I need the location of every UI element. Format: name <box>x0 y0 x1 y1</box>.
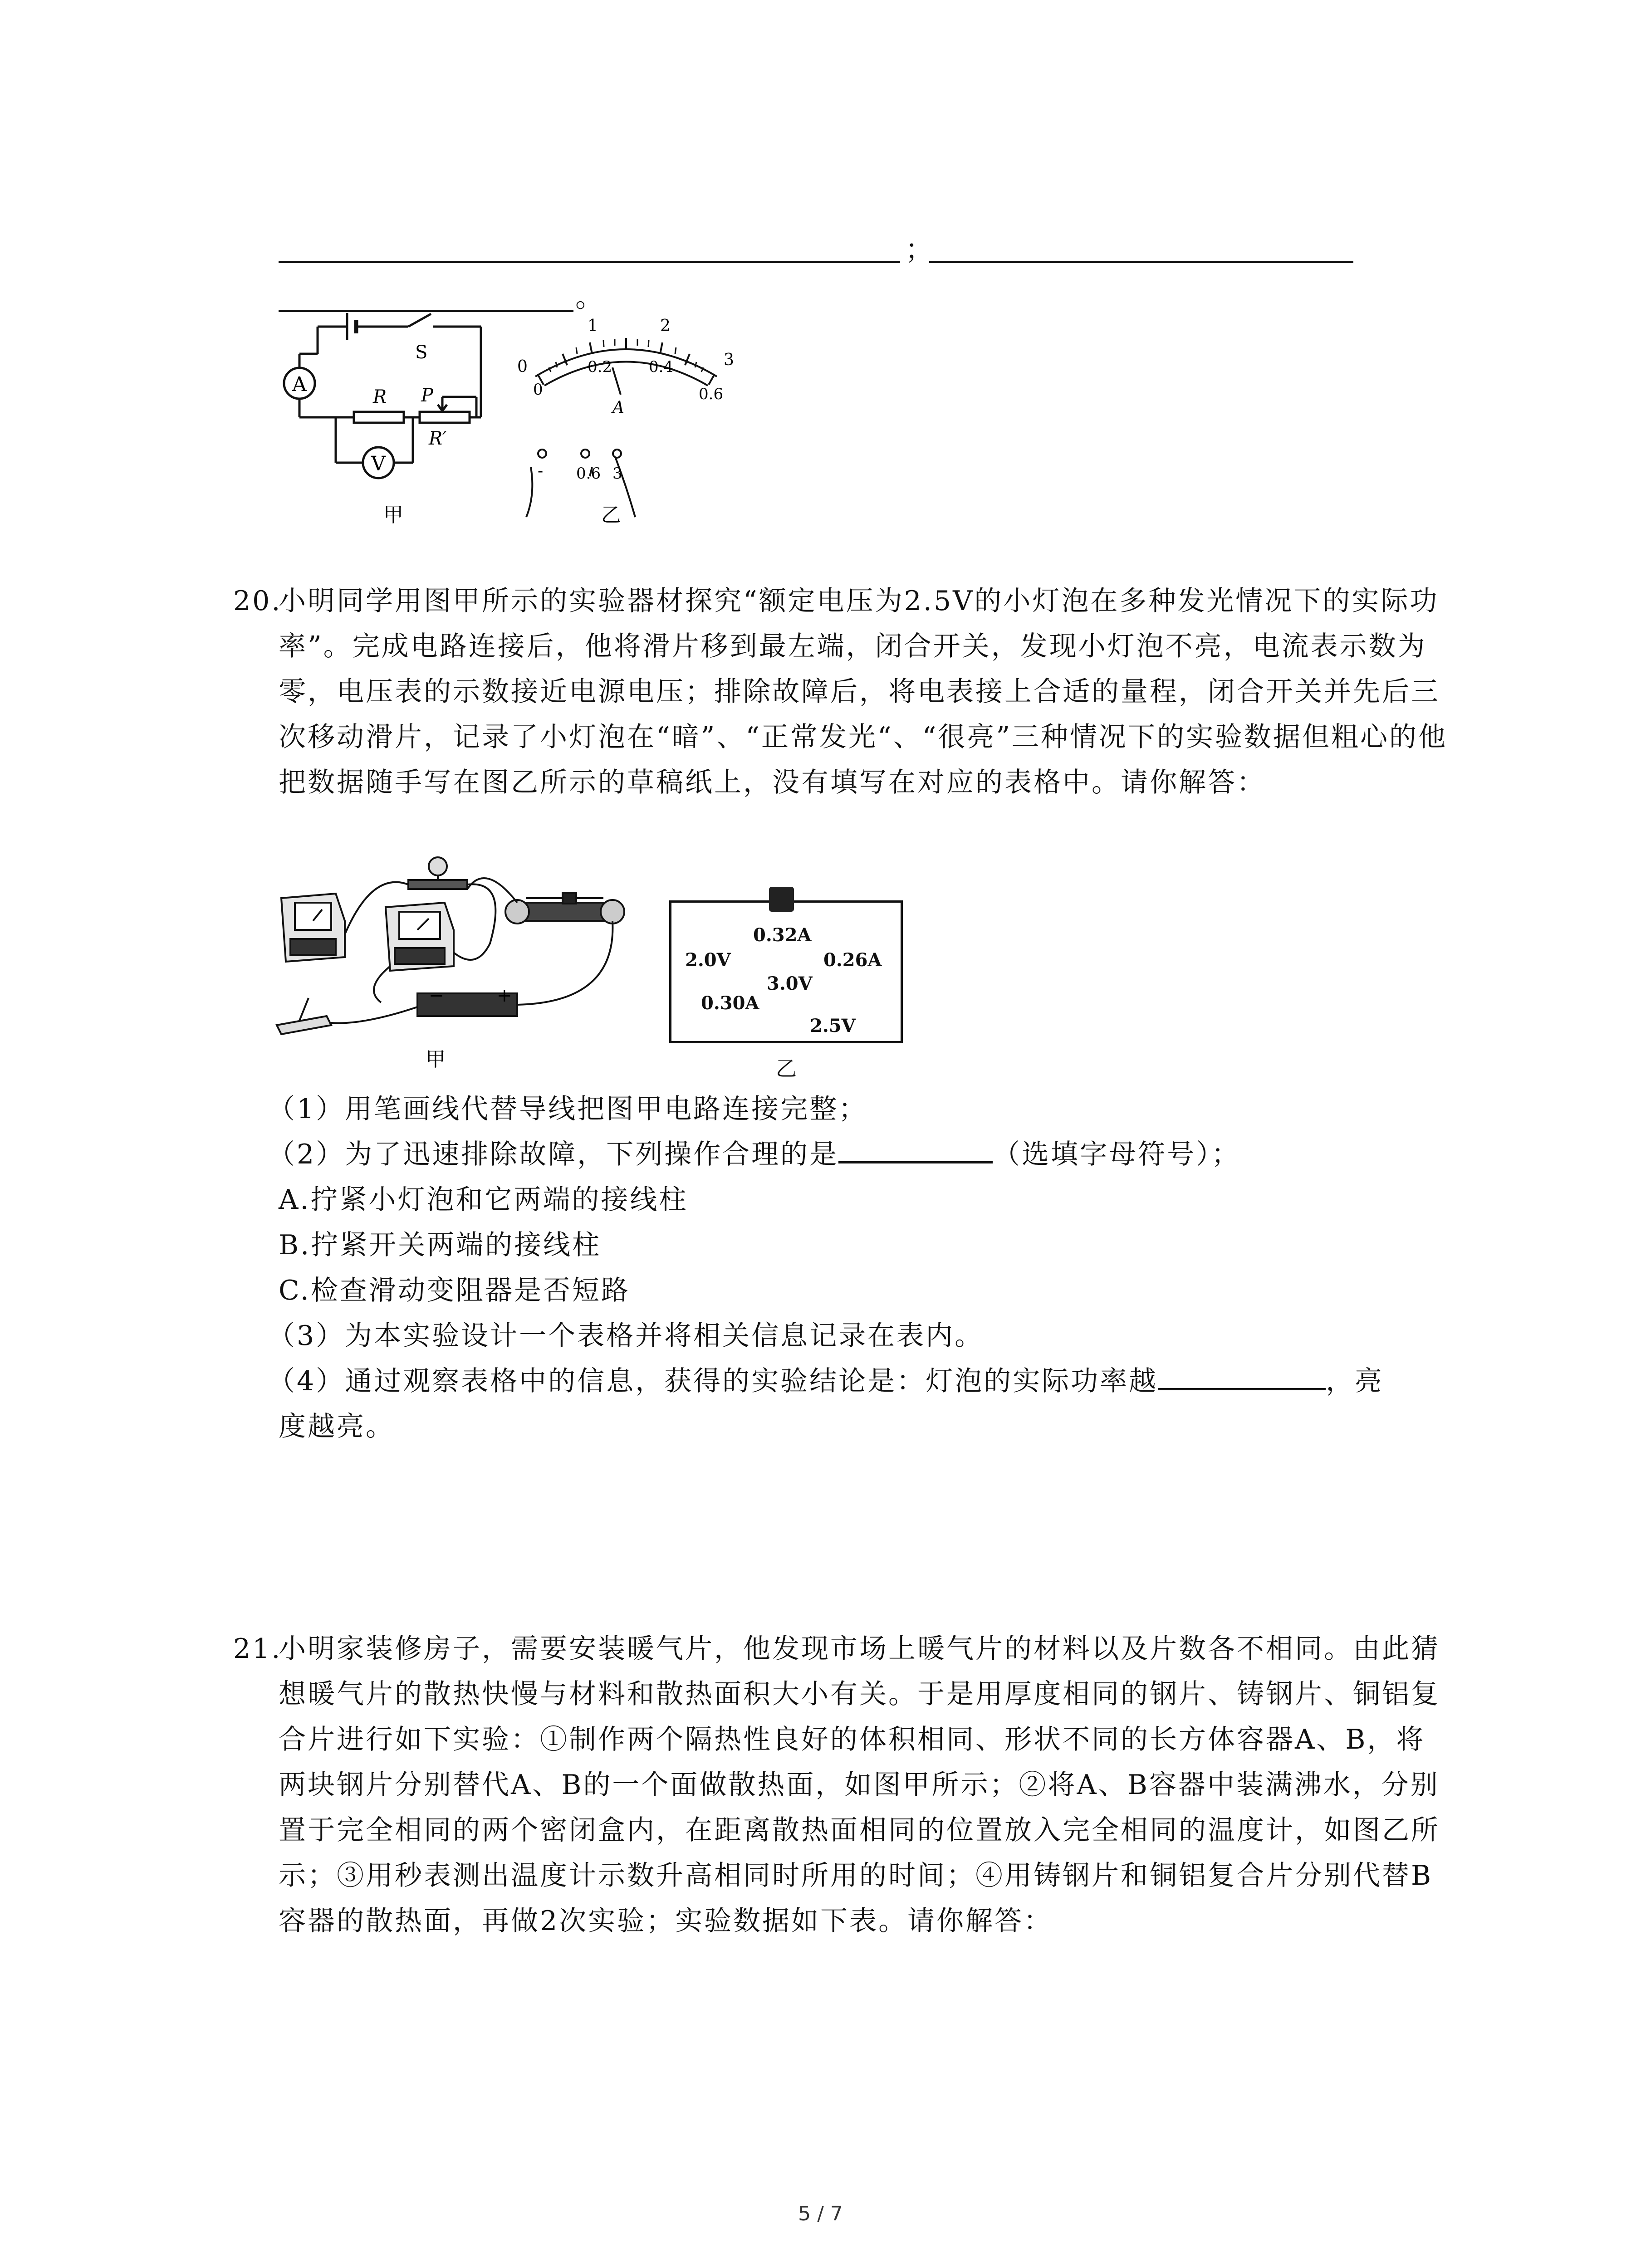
draft-value-2: 2.0V <box>685 949 731 971</box>
scale-top-2: 2 <box>660 317 671 335</box>
q20-option-a: A.拧紧小灯泡和它两端的接线柱 <box>279 1184 688 1216</box>
period: 。 <box>575 280 604 313</box>
rheostat-label: R′ <box>429 428 447 449</box>
scale-top-0: 0 <box>517 357 528 376</box>
q20-sub1: （1）用笔画线代替导线把图甲电路连接完整； <box>268 1093 868 1125</box>
ammeter-label: A <box>292 373 307 396</box>
q21-text: 小明家装修房子，需要安装暖气片，他发现市场上暖气片的材料以及片数各不相同。由此猜想暖气片的散热快慢与材料和散热面积大小有关。于是用厚度相同的钢片、铸钢片、铜铝复合片进行如下实验：①制作两个隔热性良好的体积相同、形状不同的长方体容器A、B，将两块钢片分别替代A、B的一个面做散热面，如图甲所示；②将A、B容器中装满沸水，分别置于完全相同的两个密闭盒内，在距离散热面相同的位置放入完全相同的温度计，如图乙所示；③用秒表测出温度计示数升高相同时所用的时间；④用铸钢片和铜铝复合片分别代替B容器的散热面，再做2次实验；实验数据如下表。请你解答： <box>279 1633 1440 1937</box>
battery-minus: − <box>429 985 444 1006</box>
semicolon: ； <box>905 233 934 266</box>
meter-unit: A <box>612 398 624 417</box>
q20-sub4-blank[interactable] <box>1158 1361 1326 1390</box>
fig19-label-yi: 乙 <box>601 503 621 527</box>
terminal-06: 0.6 <box>576 464 601 483</box>
draft-value-4: 3.0V <box>767 973 813 994</box>
q20-sub2 <box>268 1132 1240 1177</box>
q20-sub2-blank[interactable] <box>838 1134 993 1163</box>
answer-blank-1[interactable] <box>279 261 900 263</box>
voltmeter-label: V <box>371 452 386 475</box>
paper-clip <box>769 887 794 912</box>
q20-sub2-pre: （2）为了迅速排除故障，下列操作合理的是 <box>268 1139 839 1170</box>
q20-text: 小明同学用图甲所示的实验器材探究“额定电压为2.5V的小灯泡在多种发光情况下的实际功率”。完成电路连接后，他将滑片移到最左端，闭合开关，发现小灯泡不亮，电流表示数为零，电压表的示数接近电源电压；排除故障后，将电表接上合适的量程，闭合开关并先后三次移动滑片，记录了小灯泡在“暗”、“正常发光“、“很亮”三种情况下的实验数据但粗心的他把数据随手写在图乙所示的草稿纸上，没有填写在对应的表格中。请你解答： <box>279 585 1448 798</box>
scale-bottom-04: 0.4 <box>649 358 674 376</box>
switch-label: S <box>415 342 428 363</box>
page-number: 5 / 7 <box>798 2202 843 2225</box>
scale-top-3: 3 <box>724 351 734 369</box>
answer-blank-2[interactable] <box>929 261 1353 263</box>
scale-top-1: 1 <box>588 317 598 335</box>
scale-bottom-0: 0 <box>533 381 543 399</box>
resistor-label: R <box>373 386 387 407</box>
q20-sub4-pre: （4）通过观察表格中的信息，获得的实验结论是：灯泡的实际功率越 <box>268 1365 1158 1397</box>
fig20-label-jia: 甲 <box>426 1048 446 1070</box>
q21-number: 21. <box>233 1633 282 1665</box>
draft-value-5: 0.30A <box>701 992 759 1014</box>
fig19-label-jia: 甲 <box>383 503 403 527</box>
q20-option-c: C.检查滑动变阻器是否短路 <box>279 1275 630 1306</box>
q20-sub3: （3）为本实验设计一个表格并将相关信息记录在表内。 <box>268 1320 984 1352</box>
fig20-draft-paper <box>669 900 903 1043</box>
terminal-3: 3 <box>612 464 622 483</box>
q20-sub4 <box>268 1359 1384 1404</box>
battery-plus: + <box>497 985 512 1006</box>
slider-label: P <box>421 385 433 406</box>
fig19-ammeter-dial <box>499 304 753 544</box>
terminal-minus: - <box>538 462 544 480</box>
scale-bottom-02: 0.2 <box>588 358 612 376</box>
q21-paragraph <box>233 1626 1449 1944</box>
draft-value-3: 0.26A <box>823 949 882 971</box>
q20-option-b: B.拧紧开关两端的接线柱 <box>279 1229 602 1261</box>
q20-sub4-cont: 度越亮。 <box>279 1411 395 1442</box>
fig20-label-yi: 乙 <box>776 1056 797 1081</box>
q20-sub2-post: （选填字母符号）； <box>993 1139 1241 1170</box>
draft-value-1: 0.32A <box>753 924 812 946</box>
draft-value-6: 2.5V <box>810 1015 856 1036</box>
fig20-apparatus <box>272 853 635 1070</box>
scale-bottom-06: 0.6 <box>699 385 724 403</box>
q20-sub4-post: ，亮 <box>1326 1365 1384 1397</box>
q20-paragraph <box>233 578 1449 805</box>
q20-number: 20. <box>233 585 282 617</box>
